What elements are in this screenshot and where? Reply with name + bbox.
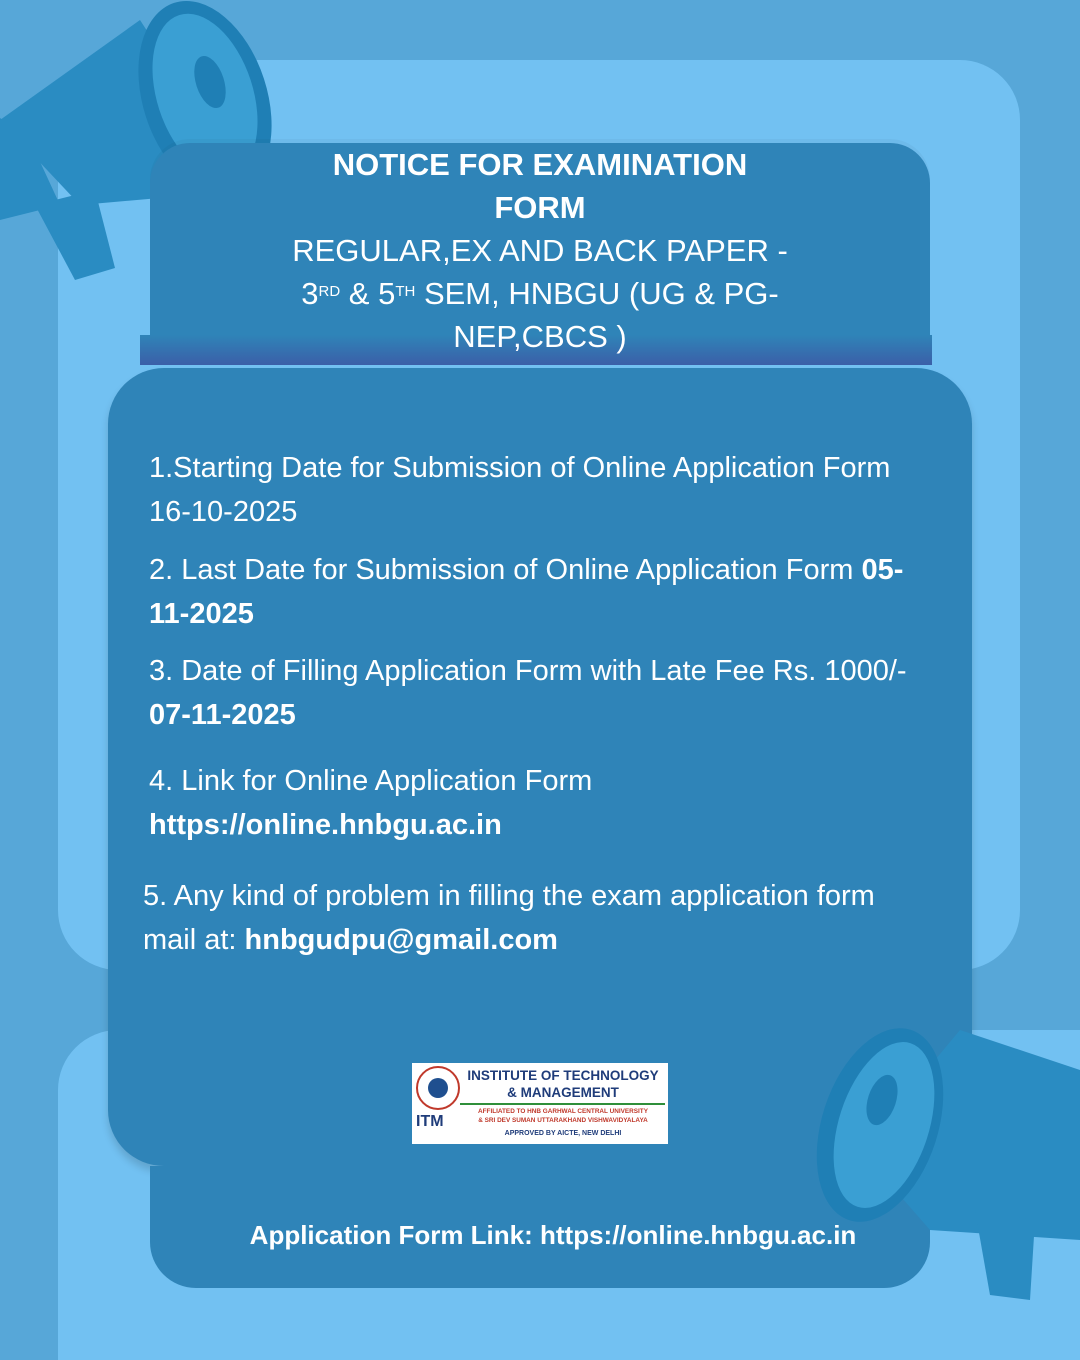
notice-subtitle-line2: 3RD & 5TH SEM, HNBGU (UG & PG- xyxy=(301,276,779,311)
list-item: 1.Starting Date for Submission of Online Application Form 16-10-2025 xyxy=(149,452,891,528)
notice-subtitle xyxy=(230,229,850,358)
list-item: 5. Any kind of problem in filling the exam application form mail at: hnbgudpu@gmail.com xyxy=(143,880,875,956)
notice-subtitle-line3: NEP,CBCS ) xyxy=(453,319,627,354)
logo-divider xyxy=(460,1103,665,1105)
notice-title xyxy=(230,143,850,229)
logo-short-name: ITM xyxy=(416,1113,444,1130)
notice-header xyxy=(230,143,850,358)
notice-title-line2: FORM xyxy=(494,190,586,225)
list-item: 2. Last Date for Submission of Online Application Form 05-11-2025 xyxy=(149,554,904,630)
list-item: 4. Link for Online Application Form https://online.hnbgu.ac.in xyxy=(149,765,593,841)
itm-logo xyxy=(412,1063,668,1144)
logo-approval: APPROVED BY AICTE, NEW DELHI xyxy=(504,1130,622,1137)
notice-subtitle-line1: REGULAR,EX AND BACK PAPER - xyxy=(292,233,788,268)
emblem-icon xyxy=(416,1066,460,1110)
notice-title-line1: NOTICE FOR EXAMINATION xyxy=(332,147,748,182)
footer-link-text[interactable]: Application Form Link: https://online.hnbgu.ac.in xyxy=(249,1220,857,1250)
application-link[interactable]: https://online.hnbgu.ac.in xyxy=(149,809,502,841)
support-email[interactable]: hnbgudpu@gmail.com xyxy=(244,924,558,956)
logo-institute-name: INSTITUTE OF TECHNOLOGY & MANAGEMENT xyxy=(467,1068,659,1100)
logo-affiliation: AFFILIATED TO HNB GARHWAL CENTRAL UNIVERSITY & SRI DEV SUMAN UTTARAKHAND VISHWAVIDYALAYA xyxy=(478,1108,648,1124)
megaphone-icon xyxy=(800,1010,1080,1310)
list-item: 3. Date of Filling Application Form with Late Fee Rs. 1000/- 07-11-2025 xyxy=(149,655,907,731)
